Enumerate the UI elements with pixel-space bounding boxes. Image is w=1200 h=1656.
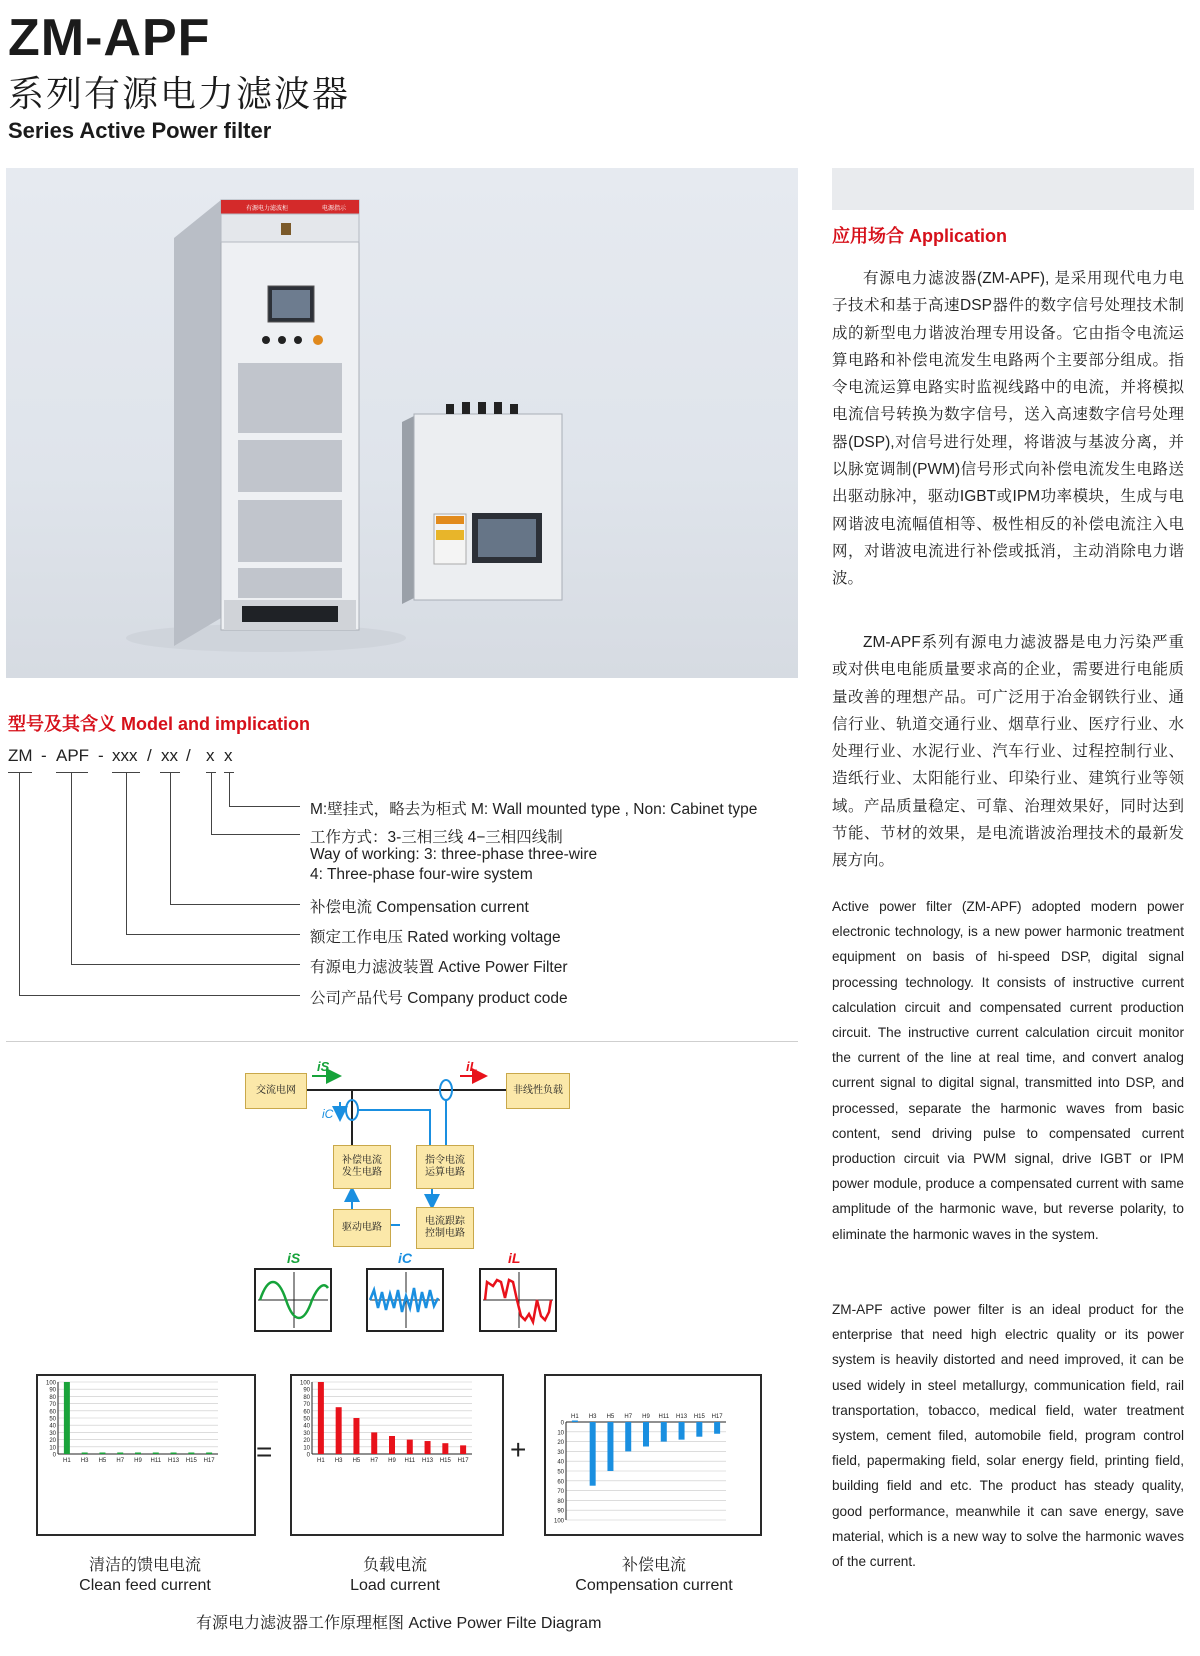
y-tick-label: 50 [303,1416,310,1423]
wave-label-il: iL [508,1250,521,1266]
y-tick-label: 60 [303,1409,310,1416]
y-tick-label: 0 [52,1452,56,1459]
x-tick-label: H5 [98,1458,107,1464]
y-tick-label: 70 [557,1489,564,1496]
code-part-slash-2: / [186,746,191,765]
x-tick-label: H13 [422,1458,434,1464]
product-photo [6,168,798,678]
y-tick-label: 30 [49,1430,56,1437]
model-item-mode-en-1: Way of working: 3: three-phase three-wire [310,846,598,863]
product-model-title: ZM-APF [8,9,211,67]
x-tick-label: H7 [624,1414,633,1420]
bar-h15 [696,1422,702,1437]
bar-h1 [64,1382,70,1454]
wave-label-is: iS [287,1250,301,1266]
y-tick-label: 30 [303,1430,310,1437]
chart-frame-load-current [290,1374,504,1536]
x-tick-label: H15 [185,1458,197,1464]
code-part-zm: ZM [8,746,33,765]
x-tick-label: H9 [134,1458,142,1464]
bar-h17 [460,1445,466,1454]
x-tick-label: H5 [352,1458,361,1464]
y-tick-label: 20 [303,1438,310,1445]
y-tick-label: 0 [306,1452,310,1459]
x-tick-label: H3 [80,1458,89,1464]
waveform-il [479,1268,557,1332]
model-item-mount: M:壁挂式，略去为柜式 M: Wall mounted type , Non: Cabinet type [310,801,758,818]
caption-clean-feed-cn: 清洁的馈电电流 [88,1557,201,1574]
caption-clean-feed-en: Clean feed current [79,1577,211,1594]
y-tick-label: 90 [49,1387,56,1394]
x-tick-label: H1 [63,1458,71,1464]
section-divider [6,1041,798,1042]
cabinet-header-left: 有源电力滤波柜 [246,206,289,212]
box-ac-grid: 交流电网 [245,1073,307,1109]
product-illustration [6,168,798,678]
code-part-x-1: x [206,746,215,765]
x-tick-label: H17 [457,1458,469,1464]
caption-compensation [549,1556,759,1596]
code-part-slash-1: / [147,746,152,765]
y-tick-label: 100 [553,1518,564,1525]
x-tick-label: H9 [388,1458,396,1464]
bar-h5 [353,1418,359,1454]
y-tick-label: 90 [557,1508,564,1515]
application-header-bar [832,168,1194,210]
wave-label-ic: iC [398,1250,412,1266]
y-tick-label: 40 [49,1423,56,1430]
waveform-ic [366,1268,444,1332]
chart-compensation [546,1376,760,1534]
bar-h15 [442,1443,448,1454]
waveform-is [254,1268,332,1332]
label-is: iS [317,1059,330,1074]
y-tick-label: 10 [557,1430,564,1437]
x-tick-label: H17 [711,1414,723,1420]
bar-h3 [590,1422,596,1486]
application-cn-paragraph-1: 有源电力滤波器(ZM-APF), 是采用现代电力电子技术和基于高速DSP器件的数字信号处理技术制成的新型电力谐波治理专用设备。它由指令电流运算电路和补偿电流发生电路两个主要部分组成。指令电流运算电路实时监视线路中的电流，并将模拟电流信号转换为数字信号，送入高速数字信号处理器(DSP),对信号进行处理，将谐波与基波分离，并以脉宽调制(PWM)信号形式向补偿电流发生电路送出驱动脉冲，驱动IGBT或IPM功率模块，生成与电网谐波电流幅值相等、极性相反的补偿电流注入电网，对谐波电流进行补偿或抵消，主动消除电力谐波。 [832,270,1184,588]
y-tick-label: 80 [303,1394,310,1401]
code-part-dash-1: - [41,746,47,765]
x-tick-label: H11 [150,1458,162,1464]
application-en-paragraph-1: Active power filter (ZM-APF) adopted modern power electronic technology, is a new power harmonic treatment equipment on basis of hi-speed DSP, digital signal processing technology. It consists of instructive current calculation circuit and compensated current production circuit. The instructive current calculation circuit monitor the current of the line at real time, and convert analog current signal to digital signal, transmitted into DSP, and processed, separate the harmonic waves from basic content, send driving pulse to compensated current production circuit via PWM signal, drive IGBT or IPM power module, produce a compensated current with same amplitude of the harmonic wave, but reverse polarity, to eliminate the harmonic waves in the system. [832,899,1184,1242]
code-part-apf: APF [56,746,90,765]
operator-equals: = [256,1436,273,1467]
bar-h11 [407,1440,413,1454]
application-en-paragraph-2: ZM-APF active power filter is an ideal product for the enterprise that need high electric quality or its power system is heavily distorted and need improved, it can be used widely in steel metallurgy, communication field, rail transportation, tobacco, medical field, water treatment system, cement filed, automobile field, program control field, papermaking field, solar energy field, printing field, building field and etc. The product has steady quality, good performance, meanwhile it can save energy, save material, which is a new way to solve the harmonic waves of the current. [832,1302,1184,1570]
bar-h17 [714,1422,720,1434]
y-tick-label: 60 [49,1409,56,1416]
code-part-xxx: xxx [112,746,138,765]
product-title-en: Series Active Power filter [8,118,272,143]
bar-h13 [679,1422,685,1440]
y-tick-label: 100 [45,1380,56,1387]
x-tick-label: H3 [588,1414,597,1420]
x-tick-label: H15 [693,1414,705,1420]
model-item-mode-cn: 工作方式：3-三相三线 4−三相四线制 [310,829,563,846]
bar-h7 [625,1422,631,1451]
cabinet-header-right: 电源指示 [322,206,347,212]
bar-h9 [135,1453,141,1455]
model-item-apf: 有源电力滤波装置 Active Power Filter [310,959,568,976]
bar-h17 [206,1453,212,1455]
x-tick-label: H3 [334,1458,343,1464]
bar-h13 [425,1441,431,1454]
diagram-caption: 有源电力滤波器工作原理框图 Active Power Filte Diagram [196,1615,602,1632]
x-tick-label: H9 [642,1414,650,1420]
box-compensation-generator: 补偿电流 发生电路 [333,1145,391,1189]
bar-h5 [99,1453,105,1455]
y-tick-label: 40 [557,1459,564,1466]
chart-frame-clean-feed [36,1374,256,1536]
application-title: 应用场合 Application [832,226,1007,246]
box-command-calculation: 指令电流 运算电路 [416,1145,474,1189]
model-item-compensation: 补偿电流 Compensation current [310,899,529,916]
y-tick-label: 70 [303,1402,310,1409]
chart-frame-compensation [544,1374,762,1536]
y-tick-label: 100 [299,1380,310,1387]
x-tick-label: H17 [203,1458,215,1464]
x-tick-label: H5 [606,1414,615,1420]
bar-h9 [389,1436,395,1454]
chart-clean-feed [38,1376,254,1534]
bar-h7 [117,1453,123,1455]
y-tick-label: 50 [49,1416,56,1423]
label-il: iL [466,1059,478,1074]
y-tick-label: 10 [303,1445,310,1452]
model-item-company-code: 公司产品代号 Company product code [310,990,568,1007]
x-tick-label: H1 [317,1458,325,1464]
label-ic: iC [322,1107,334,1121]
bar-h5 [607,1422,613,1471]
x-tick-label: H11 [404,1458,416,1464]
caption-load-current [295,1556,495,1596]
y-tick-label: 10 [49,1445,56,1452]
bar-h7 [371,1432,377,1454]
model-code [8,746,248,770]
y-tick-label: 20 [557,1440,564,1447]
product-title-cn: 系列有源电力滤波器 [8,73,351,114]
y-tick-label: 80 [557,1498,564,1505]
y-tick-label: 90 [303,1387,310,1394]
x-tick-label: H1 [571,1414,579,1420]
bar-h9 [643,1422,649,1447]
caption-load-cn: 负载电流 [362,1557,427,1574]
y-tick-label: 80 [49,1394,56,1401]
bar-h1 [572,1421,578,1423]
x-tick-label: H11 [658,1414,670,1420]
chart-load-current [292,1376,502,1534]
box-nonlinear-load: 非线性负载 [506,1073,570,1109]
y-tick-label: 20 [49,1438,56,1445]
y-tick-label: 30 [557,1449,564,1456]
caption-comp-en: Compensation current [575,1577,733,1594]
bar-h11 [661,1422,667,1442]
box-drive-circuit: 驱动电路 [333,1209,391,1247]
y-tick-label: 60 [557,1479,564,1486]
x-tick-label: H7 [116,1458,125,1464]
y-tick-label: 50 [557,1469,564,1476]
code-part-x-2: x [224,746,233,765]
caption-comp-cn: 补偿电流 [621,1557,686,1574]
x-tick-label: H13 [676,1414,688,1420]
bar-h15 [188,1453,194,1455]
x-tick-label: H13 [168,1458,180,1464]
model-item-voltage: 额定工作电压 Rated working voltage [310,929,561,946]
operator-plus: + [510,1434,527,1465]
box-current-tracking: 电流跟踪 控制电路 [416,1207,474,1249]
bar-h11 [153,1453,159,1455]
bar-h1 [318,1382,324,1454]
caption-clean-feed [40,1556,250,1596]
caption-load-en: Load current [350,1577,440,1594]
x-tick-label: H15 [439,1458,451,1464]
model-item-mode-en-2: 4: Three-phase four-wire system [310,866,533,883]
bar-h13 [171,1453,177,1455]
bar-h3 [336,1407,342,1454]
application-cn-paragraph-2: ZM-APF系列有源电力滤波器是电力污染严重或对供电电能质量要求高的企业，需要进行电能质量改善的理想产品。可广泛用于冶金钢铁行业、通信行业、轨道交通行业、烟草行业、医疗行业、水处理行业、水泥行业、汽车行业、过程控制行业、造纸行业、太阳能行业、印染行业、建筑行业等领域。产品质量稳定、可靠、治理效果好，同时达到节能、节材的效果，是电流谐波治理技术的最新发展方向。 [832,634,1184,870]
model-title: 型号及其含义 Model and implication [8,714,311,734]
code-part-xx: xx [161,746,178,765]
y-tick-label: 0 [560,1420,564,1427]
y-tick-label: 40 [303,1423,310,1430]
bar-h3 [82,1453,88,1455]
x-tick-label: H7 [370,1458,379,1464]
y-tick-label: 70 [49,1402,56,1409]
code-part-dash-2: - [98,746,104,765]
